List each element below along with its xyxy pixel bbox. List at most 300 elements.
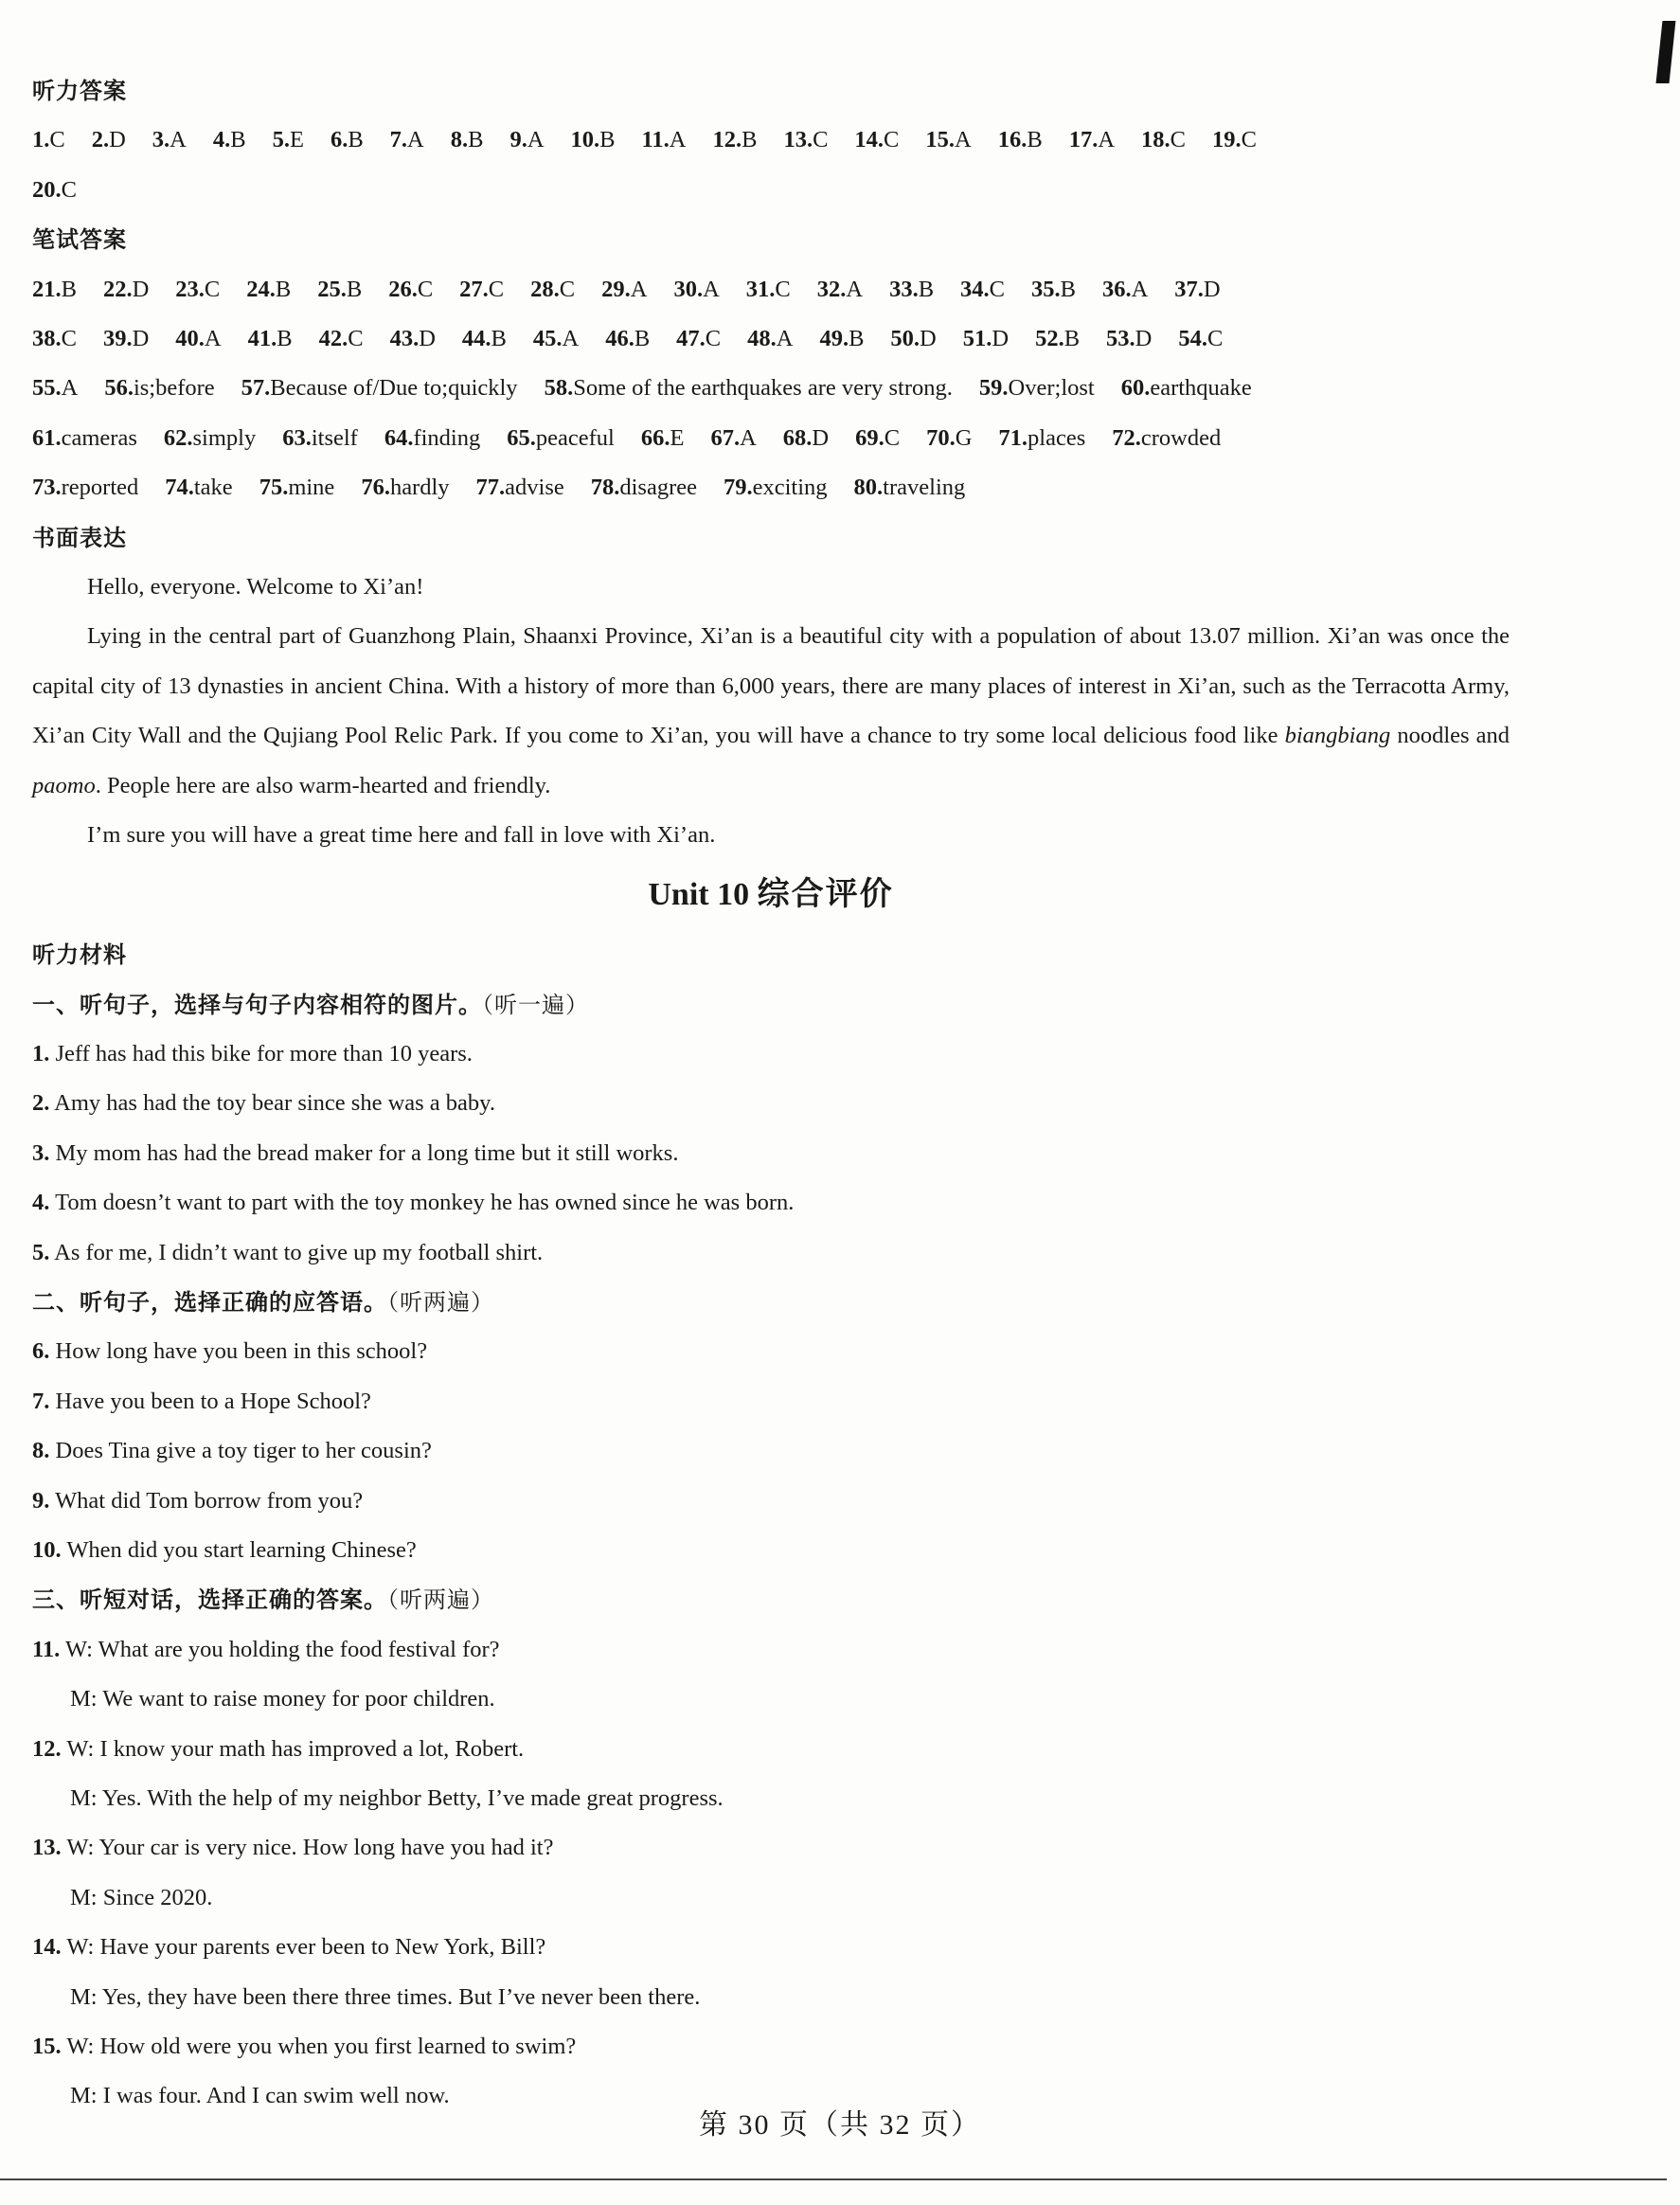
listening-sentence [32,1327,1510,1376]
answer-item [545,364,953,413]
answer-number: 42. [318,325,349,351]
item-number: 11. [32,1636,61,1662]
answer-value: B [61,276,77,302]
unit-title-en: Unit 10 [648,877,758,913]
answer-item [979,364,1095,413]
answer-value: C [61,176,77,203]
answer-number: 13. [783,127,813,153]
item-number: 15. [32,2033,62,2059]
dialogue-line-w [32,1625,1510,1675]
written-answers-heading: 笔试答案 [32,226,127,254]
dialogue-line-w [32,1823,1510,1873]
answer-number: 12. [712,127,742,153]
answer-value: C [1241,127,1257,153]
item-text: When did you start learning Chinese? [66,1537,417,1563]
answer-value: B [849,325,865,351]
answer-item [712,116,757,165]
answer-number: 60. [1120,375,1151,402]
answer-value: A [204,325,222,351]
answer-value: C [989,276,1005,302]
answer-item [164,414,256,463]
answer-value: B [230,127,246,153]
answer-item [854,463,966,512]
listening-answers-heading: 听力答案 [32,78,127,104]
answer-value: cameras [61,424,137,451]
writing-paragraph-3: I’m sure you will have a great time here and fall in love with Xi’an. [87,821,716,848]
answer-item [1178,314,1223,364]
answer-item [32,265,77,314]
bottom-rule [0,2178,1667,2180]
item-number: 6. [32,1338,50,1365]
answer-item [319,314,364,364]
answer-row [32,166,1510,215]
listening-material-heading: 听力材料 [32,941,127,969]
item-number: 4. [32,1190,50,1216]
answer-item [388,265,433,314]
dialogue-line-m: M: I was four. And I can swim well now. [70,2083,450,2109]
answer-value: C [49,127,65,153]
answer-item [571,116,616,165]
item-text: What did Tom borrow from you? [55,1487,364,1514]
answer-row [32,314,1510,364]
dialogue-text-w: W: What are you holding the food festival for? [64,1636,500,1662]
answer-number: 56. [104,375,134,402]
answer-number: 72. [1112,424,1141,451]
answer-value: A [703,276,720,302]
answer-item [32,116,65,165]
listening-sentence [32,1426,1510,1476]
answer-value: finding [413,424,481,451]
answer-number: 61. [32,424,62,451]
item-number: 8. [32,1438,50,1464]
answer-number: 28. [530,276,560,302]
listening-sentence [32,1228,1510,1278]
dialogue-text-w: W: How old were you when you first learned to swim? [66,2033,577,2059]
answer-value: D [920,325,937,351]
dialogue-line-m: M: Since 2020. [70,1884,213,1910]
answer-number: 49. [819,325,849,351]
answer-number: 2. [91,127,110,153]
answer-number: 32. [816,276,847,302]
item-text: Amy has had the toy bear since she was a baby. [54,1090,495,1117]
answer-item [890,314,936,364]
answer-value: simply [192,424,257,451]
answer-value: B [742,127,758,153]
answer-value: C [204,276,221,302]
answer-item [1069,116,1115,165]
answer-number: 75. [259,475,289,501]
answer-value: B [1063,325,1081,351]
listening-sentence [32,1377,1510,1426]
answer-item [530,265,575,314]
answer-value: D [419,325,436,351]
answer-item [724,463,828,512]
answer-value: B [634,325,651,351]
answer-row [32,364,1510,413]
answer-number: 38. [32,325,62,351]
answer-number: 71. [998,424,1028,451]
answer-number: 39. [102,325,133,351]
answer-number: 34. [960,276,990,302]
item-number: 1. [32,1041,50,1067]
answer-value: E [289,127,304,153]
answer-number: 15. [925,127,956,153]
answer-value: traveling [883,475,966,501]
dialogue-line-m: M: We want to raise money for poor children. [70,1686,495,1712]
answer-number: 8. [450,127,469,153]
item-text: Tom doesn’t want to part with the toy monkey he has owned since he was born. [55,1190,795,1216]
answer-item [282,414,358,463]
answer-value: C [775,276,791,302]
answer-value: A [407,127,424,153]
answer-number: 77. [475,475,506,501]
answer-value: B [1060,276,1076,302]
answer-number: 59. [978,375,1009,402]
answer-item [241,364,518,413]
answer-item [854,116,899,165]
answer-value: C [813,127,829,153]
answer-number: 43. [389,325,420,351]
answer-item [509,116,544,165]
part-1-items [32,1030,1510,1278]
listening-sentence [32,1129,1510,1178]
answer-number: 63. [282,424,312,451]
answer-value: Some of the earthquakes are very strong. [573,375,953,402]
item-text: Jeff has had this bike for more than 10 years. [55,1041,473,1067]
answer-item [104,364,214,413]
answer-value: A [61,375,79,402]
answer-item [855,414,900,463]
answer-item [32,314,77,364]
answer-number: 31. [745,276,776,302]
answer-value: B [1027,127,1043,153]
answer-number: 33. [889,276,919,302]
answer-item [533,314,579,364]
answer-item [676,314,721,364]
answer-number: 62. [163,424,193,451]
answer-value: C [1207,325,1224,351]
answer-number: 51. [962,325,992,351]
answer-value: C [884,424,901,451]
answer-value: D [109,127,126,153]
answer-number: 57. [241,375,271,402]
answer-number: 80. [853,475,884,501]
answer-row [32,463,1510,512]
answer-number: 37. [1174,276,1204,302]
answer-value: B [599,127,616,153]
answer-item [390,314,436,364]
answer-value: G [955,424,973,451]
answer-value: crowded [1140,424,1222,451]
answer-number: 27. [459,276,489,302]
writing-paragraph-2 [32,612,1510,811]
answer-value: Over;lost [1008,375,1095,402]
answer-item [476,463,564,512]
answer-item [1031,265,1076,314]
answer-number: 36. [1101,276,1132,302]
answer-item [175,265,220,314]
answer-item [998,116,1043,165]
answer-number: 21. [32,276,62,302]
answer-number: 70. [926,424,956,451]
item-number: 13. [32,1835,62,1861]
answer-item [1035,314,1080,364]
listening-sentence [32,1079,1510,1128]
part-3-dialogues [32,1625,1510,2122]
answer-item [783,116,828,165]
answer-item [165,463,232,512]
item-number: 9. [32,1487,50,1514]
answer-value: itself [311,424,358,451]
answer-number: 41. [247,325,277,351]
answer-number: 55. [32,375,62,402]
answer-value: A [630,276,648,302]
answer-value: A [562,325,580,351]
answer-item [248,314,293,364]
answer-value: C [348,325,364,351]
answer-number: 26. [388,276,418,302]
answer-item [591,463,697,512]
answer-item [317,265,362,314]
answer-item [103,265,149,314]
answer-value: B [275,276,292,302]
answer-value: disagree [619,475,697,501]
dialogue-text-w: W: Have your parents ever been to New York, Bill? [66,1934,546,1961]
answer-number: 5. [272,127,290,153]
answer-number: 1. [32,127,50,153]
answer-value: C [705,325,722,351]
answer-item [459,265,504,314]
answer-value: D [1135,325,1153,351]
answer-value: D [992,325,1010,351]
dialogue-text-w: W: Your car is very nice. How long have you had it? [66,1835,554,1861]
answer-item [783,414,829,463]
item-text: How long have you been in this school? [55,1338,428,1365]
answer-item [451,116,484,165]
document-page [32,66,1510,2122]
answer-value: A [1098,127,1116,153]
answer-value: A [846,276,864,302]
answer-number: 64. [384,424,414,451]
answer-value: B [346,276,363,302]
answer-item [1106,314,1152,364]
answer-row [32,414,1510,463]
answer-value: A [740,424,757,451]
answer-value: A [1131,276,1149,302]
answer-item [1141,116,1186,165]
answer-value: reported [61,475,139,501]
answer-item [384,414,480,463]
answer-value: B [277,325,293,351]
answer-row [32,265,1510,314]
answer-value: C [488,276,505,302]
answer-value: E [670,424,685,451]
answer-value: B [918,276,935,302]
answer-item [103,314,149,364]
dialogue-line-w [32,1923,1510,1972]
answer-value: D [1203,276,1221,302]
answer-number: 44. [461,325,491,351]
unit-title-cn: 综合评价 [757,875,894,914]
answer-item [32,166,77,215]
food-name-2: paomo [32,772,96,798]
answer-item [32,463,138,512]
answer-number: 69. [855,424,885,451]
answer-number: 79. [724,475,753,501]
answer-number: 14. [854,127,885,153]
answer-item [605,314,650,364]
answer-number: 73. [32,475,62,501]
answer-item [331,116,364,165]
answer-number: 47. [676,325,706,351]
answer-item [889,265,934,314]
answer-number: 45. [532,325,563,351]
answer-item [1102,265,1148,314]
answer-value: C [1170,127,1186,153]
part-2-items [32,1327,1510,1575]
answer-number: 19. [1211,127,1242,153]
listening-sentence [32,1526,1510,1575]
writing-paragraph-1: Hello, everyone. Welcome to Xi’an! [87,573,424,600]
dialogue-line-w [32,2022,1510,2071]
answer-item [673,265,719,314]
answer-item [641,414,685,463]
answer-number: 20. [32,176,62,203]
listening-sentence [32,1178,1510,1228]
answer-item [273,116,304,165]
answer-value: B [348,127,364,153]
answer-number: 68. [782,424,813,451]
answer-value: A [776,325,794,351]
answer-number: 76. [361,475,390,501]
answer-number: 3. [152,127,170,153]
answer-number: 6. [330,127,349,153]
item-number: 3. [32,1139,50,1166]
writing-paragraph-2-text: Lying in the central part of Guanzhong Plain, Shaanxi Province, Xi’an is a beautiful city with a population of about 13.07 million. Xi’an was once the capital city of 13 dynasties in ancient China. With a history of more than 6,000 years, there are many places of interest in Xi’an, such as the Terracotta Army, Xi’an City Wall and the Qujiang Pool Relic Park. If you come to Xi’an, you will have a chance to try some local delicious food like [32,623,1510,749]
dialogue-line-w [32,1725,1510,1774]
answer-value: D [812,424,830,451]
answer-item [925,116,971,165]
answer-number: 25. [317,276,347,302]
answer-item [710,414,756,463]
writing-paragraph-2-mid: noodles and [1390,723,1510,749]
answer-item [152,116,187,165]
part-2-title: 二、听句子，选择正确的应答语。（听两遍） [32,1289,494,1317]
item-text: Does Tina give a toy tiger to her cousin? [55,1438,432,1464]
answer-value: earthquake [1150,375,1252,402]
answer-number: 30. [673,276,704,302]
answer-value: C [884,127,900,153]
answer-number: 4. [212,127,231,153]
answer-value: mine [288,475,335,501]
answer-value: hardly [389,475,450,501]
answer-number: 7. [389,127,408,153]
answer-number: 18. [1141,127,1171,153]
answer-value: exciting [752,475,828,501]
answer-number: 58. [544,375,574,402]
answer-item [1112,414,1221,463]
answer-item [390,116,424,165]
answer-row [32,116,1510,165]
answer-number: 50. [890,325,920,351]
answer-item [1212,116,1257,165]
answer-number: 54. [1178,325,1207,351]
food-name-1: biangbiang [1284,723,1391,749]
answer-item [361,463,449,512]
answer-number: 29. [601,276,631,302]
answer-number: 65. [507,424,536,451]
answer-value: C [559,276,576,302]
answer-value: C [417,276,434,302]
answer-item [507,414,615,463]
dialogue-line-m: M: Yes. With the help of my neighbor Betty, I’ve made great progress. [70,1784,724,1811]
item-text: Have you been to a Hope School? [55,1388,371,1414]
answer-value: advise [505,475,564,501]
answer-value: D [132,276,150,302]
answer-value: Because of/Due to;quickly [270,375,518,402]
answer-value: places [1028,424,1086,451]
answer-item [601,265,647,314]
answer-item [462,314,507,364]
answer-value: D [132,325,150,351]
part-3-title: 三、听短对话，选择正确的答案。（听两遍） [32,1587,494,1614]
answer-number: 66. [640,424,670,451]
answer-number: 16. [997,127,1028,153]
answer-number: 35. [1031,276,1061,302]
answer-item [960,265,1005,314]
answer-item [175,314,221,364]
writing-heading: 书面表达 [32,524,127,551]
answer-item [259,463,335,512]
answer-value: peaceful [535,424,615,451]
answer-number: 10. [570,127,600,153]
item-text: As for me, I didn’t want to give up my football shirt. [54,1239,544,1265]
answer-number: 78. [590,475,620,501]
answer-number: 23. [175,276,205,302]
answer-number: 53. [1106,325,1135,351]
answer-number: 24. [246,276,276,302]
answer-item [746,265,791,314]
answer-number: 22. [102,276,133,302]
dialogue-text-w: W: I know your math has improved a lot, Robert. [66,1735,525,1762]
answer-value: A [669,127,687,153]
answer-item [92,116,126,165]
answer-item [32,364,78,413]
answer-value: B [468,127,484,153]
answer-item [213,116,246,165]
answer-value: A [170,127,187,153]
answer-item [817,265,863,314]
answer-number: 48. [747,325,777,351]
answer-item [998,414,1085,463]
item-number: 12. [32,1735,62,1762]
scan-edge-mark [1656,21,1676,83]
answer-item [963,314,1009,364]
page-footer: 第 30 页（共 32 页） [699,2109,981,2141]
listening-sentence [32,1030,1510,1079]
listening-sentence [32,1477,1510,1526]
part-1-title: 一、听句子，选择与句子内容相符的图片。（听一遍） [32,991,589,1018]
answer-number: 11. [641,127,670,153]
answer-item [747,314,793,364]
item-text: My mom has had the bread maker for a long time but it still works. [55,1139,679,1166]
answer-item [32,414,137,463]
answer-value: C [61,325,77,351]
answer-item [642,116,687,165]
answer-item [819,314,864,364]
answer-number: 17. [1068,127,1099,153]
answer-value: take [193,475,233,501]
